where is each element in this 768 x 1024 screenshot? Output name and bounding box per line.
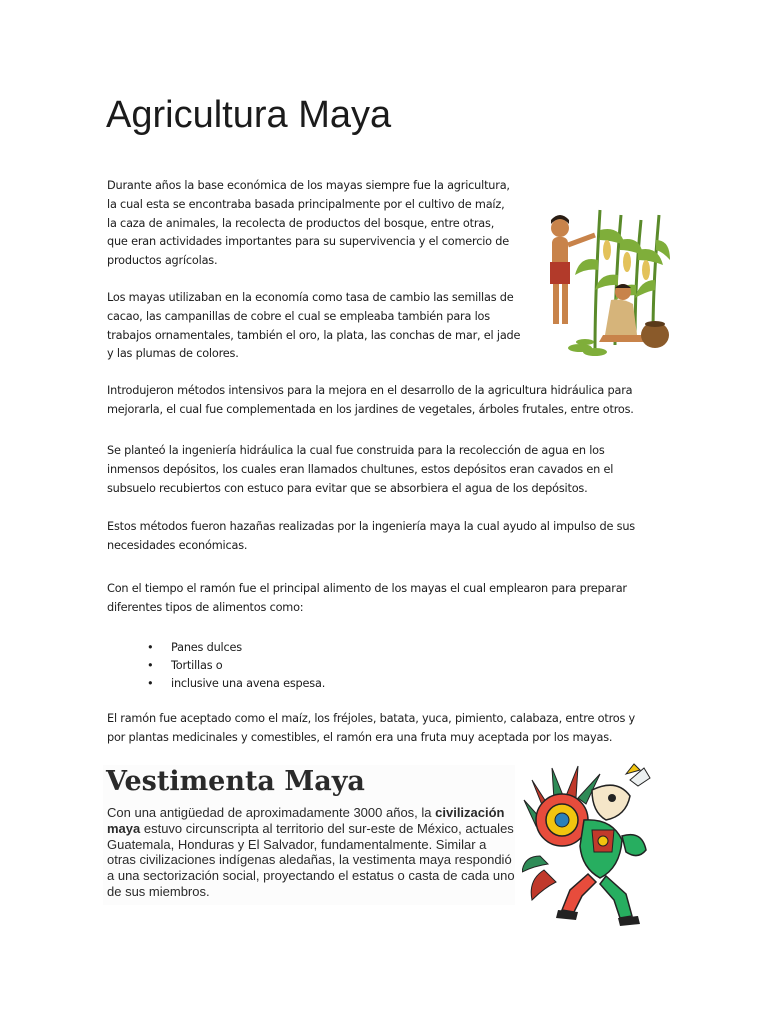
list-item: • inclusive una avena espesa. (147, 675, 325, 693)
vest-text-start: Con una antigüedad de aproximadamente 3000 años, la (107, 805, 436, 820)
list-item: • Panes dulces (147, 639, 325, 657)
maya-farmers-illustration (525, 200, 670, 360)
paragraph-methods: Introdujeron métodos intensivos para la mejora en el desarrollo de la agricultura hidráulica para mejorarla, el cual fue complementada en los jardines de vegetales, árboles frutales, entre otros. (107, 384, 634, 416)
paragraph-hydraulics: Se planteó la ingeniería hidráulica la cual fue construida para la recolección de agua en los inmensos depósitos, los cuales eran llamados chultunes, estos depósitos eran cavados en el subsuelo recubiertos con estuco para evitar que se absorbiera el agua de los depósitos. (107, 444, 614, 495)
paragraph-feats: Estos métodos fueron hazañas realizadas por la ingeniería maya la cual ayudo al impulso de sus necesidades económicas. (107, 520, 635, 552)
vest-text-end: estuvo circunscripta al territorio del sur-este de México, actuales Guatemala, Honduras y El Salvador, fundamentalmente. Similar a otras civilizaciones indígenas aledañas, la vestimenta maya respondió a una sectorización social, proyectando el estatus o casta de cada uno de sus miembros. (107, 820, 515, 899)
maya-deity-illustration (522, 760, 657, 930)
vestimenta-paragraph (107, 805, 517, 900)
food-list (147, 639, 325, 693)
paragraph-currency: Los mayas utilizaban en la economía como tasa de cambio las semillas de cacao, las campanillas de cobre el cual se empleaba también para los trabajos ornamentales, también el oro, la plata, las conchas de mar, el jade y las plumas de colores. (107, 291, 521, 361)
page-title: Agricultura Maya (106, 94, 392, 136)
paragraph-ramon-accepted: El ramón fue aceptado como el maíz, los fréjoles, batata, yuca, pimiento, calabaza, entre otros y por plantas medicinales y comestibles, el ramón era una fruta muy aceptada por los mayas. (107, 712, 636, 744)
paragraph-economy: Durante años la base económica de los mayas siempre fue la agricultura, la cual esta se encontraba basada principalmente por el cultivo de maíz, la caza de animales, la recolecta de productos del bosque, entre otras, que eran actividades importantes para su supervivencia y el comercio de productos agrícolas. (107, 179, 510, 268)
list-item: • Tortillas o (147, 657, 325, 675)
section-title: Vestimenta Maya (106, 766, 365, 797)
vest-text-bold: civilización maya (107, 805, 505, 836)
paragraph-ramon: Con el tiempo el ramón fue el principal alimento de los mayas el cual emplearon para preparar diferentes tipos de alimentos como: (107, 582, 627, 614)
